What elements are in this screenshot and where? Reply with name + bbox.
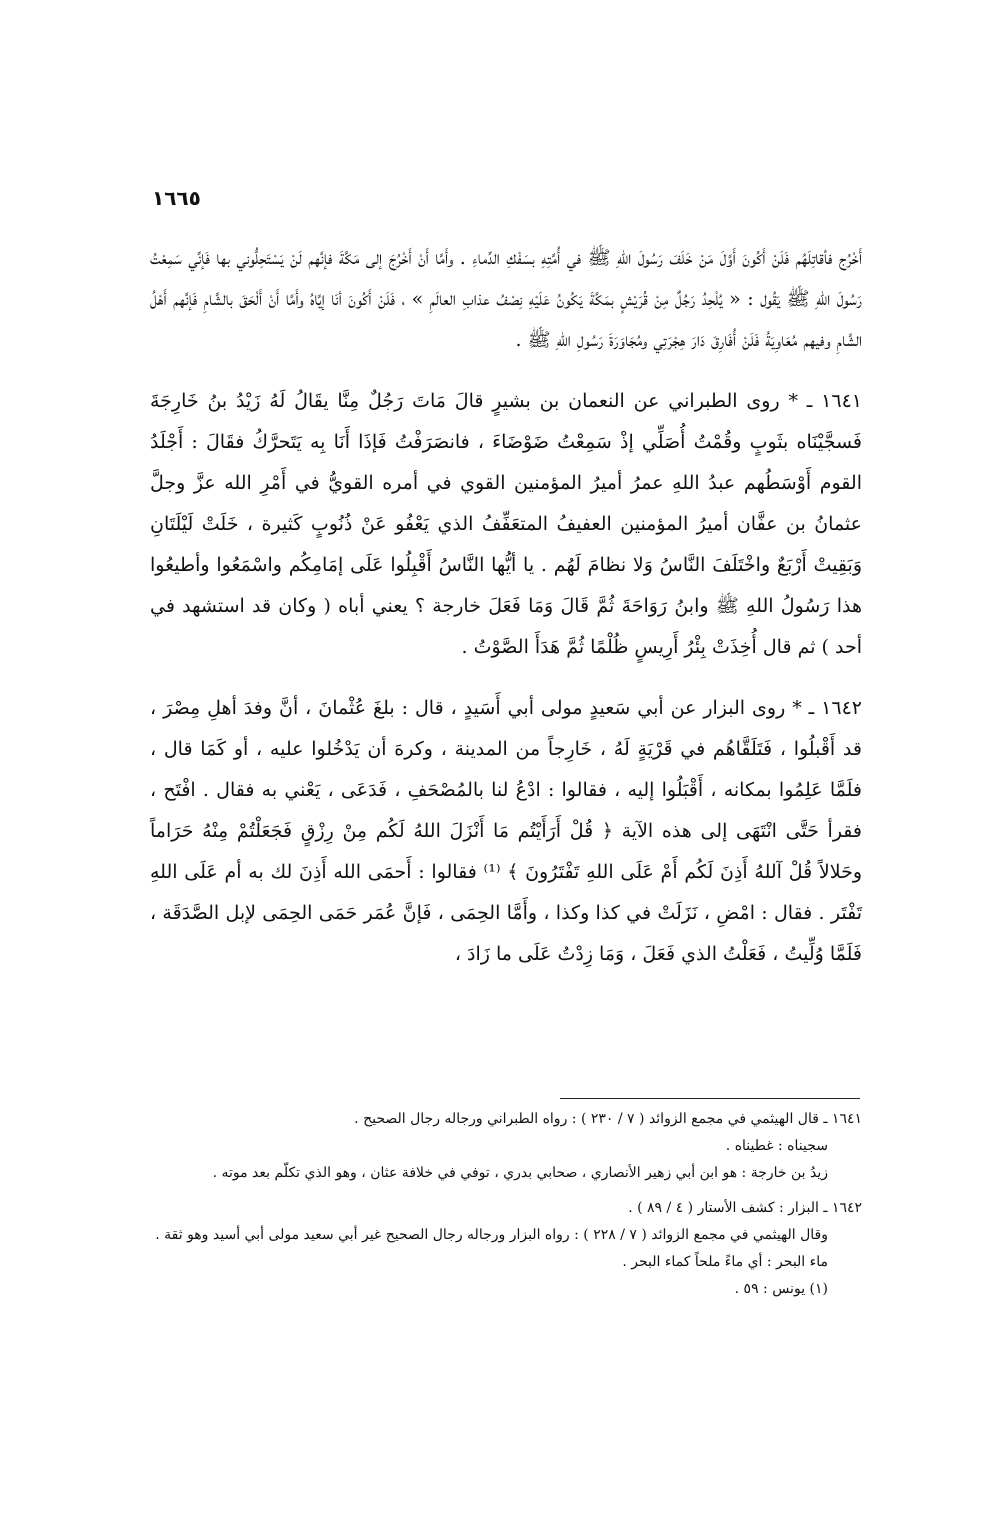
footnote-separator [560, 1098, 860, 1099]
paragraph-hadith-1641: ١٦٤١ ـ * روى الطبراني عن النعمان بن بشيرٍ قالَ مَاتَ رَجُلٌ مِنَّا يقَالُ لَهُ زَيْدُ بنُ خَارِجَةَ فَسجَّيْنَاه بثَوبٍ وقُمْتُ أُصَلِّي إذْ سَمِعْتُ ضَوْضَاءَ ، فانصَرَفْتُ فَإذَا أَنَا بِه يَتَحرَّكُ فقَالَ : أَجْلَدُ القوم أَوْسَطُهم عبدُ اللهِ عمرُ أميرُ المؤمنين القوي في أمره القويُّ في أَمْرِ الله عزَّ وجلَّ عثمانُ بن عفَّان أميرُ المؤمنين العفيفُ المتعَفِّفُ الذي يَعْفُو عَنْ ذُنُوبٍ كَثيرة ، خَلَتْ لَيْلَتَانِ وَبَقِيتْ أَرْبَعٌ واخْتَلَفَ النَّاسُ وَلا نظامَ لَهُم . يا أيُّها النَّاسُ أَقْبِلُوا عَلَى إمَامِكُم واسْمَعُوا وأطيعُوا هذا رَسُولُ اللهِ ﷺ وابنُ رَوَاحَةَ ثُمَّ قَالَ وَمَا فَعَلَ خارجة ؟ يعني أباه ( وكان قد استشهد في أحد ) ثم قال أُخِذَتْ بِئْرُ أَرِيسٍ ظُلْمًا ثُمَّ هَدَأَ الصَّوْتُ . [150, 390, 862, 658]
page-number: ١٦٦٥ [152, 186, 201, 210]
paragraph-hadith-1642: ١٦٤٢ ـ * روى البزار عن أبي سَعيدٍ مولى أبي أَسَيدٍ ، قال : بلغَ عُثْمانَ ، أنَّ وفدَ أهلِ مِصْرَ ، قد أَقْبلُوا ، فَتَلَقَّاهُم في قَرْيَةٍ لَهُ ، خَارِجاً من المدينة ، وكرهَ أن يَدْخُلوا عليه ، أو كَمَا قال ، فلَمَّا عَلِمُوا بمكانه ، أَقْبَلُوا إليه ، فقالوا : ادْعُ لنا بالمُصْحَفِ ، فَدَعَى ، يَعْني به فقال . افْتَح ، فقرأ حَتَّى انْتَهَى إلى هذه الآية ﴿ قُلْ أَرَأَيْتُم مَا أَنْزَلَ اللهُ لَكُم مِنْ رِزْقٍ فَجَعَلْتُمْ مِنْهُ حَرَاماً وحَلالاً قُلْ آللهُ أَذِنَ لَكُم أَمْ عَلَى اللهِ تَفْتَرُونَ ﴾ ⁽¹⁾ فقالوا : أَحمَى الله أَذِنَ لك به أم عَلَى اللهِ تَفْتَر . فقال : امْضِ ، نَزَلَتْ في كذا وكذا ، وأَمَّا الحِمَى ، فَإنَّ عُمَر حَمَى الحِمَى لإبل الصَّدَقَة ، فَلَمَّا وُلِّيتُ ، فَعَلْتُ الذي فَعَلَ ، وَمَا زِدْتُ عَلَى ما زَادَ ، [150, 697, 862, 965]
main-text [150, 238, 862, 975]
footnote-1641-source: ١٦٤١ ـ قال الهيثمي في مجمع الزوائد ( ٧ / ٢٣٠ ) : رواه الطبراني ورجاله رجال الصحيح . [354, 1111, 862, 1127]
footnotes [150, 1106, 862, 1303]
paragraph-continuation: أَخْرُج فأقاتِلَهُم فَلَنْ أَكُونَ أَوَّلَ مَنْ خَلَفَ رَسُولَ اللهِ ﷺ في أُمَّتِهِ بسَفْكِ الدِّماءِ . وأَمَّا أَنْ أَخْرُجَ إلى مَكَّةَ فإنَّهم لَنْ يَسْتَحِلُّوني بها فَإنِّي سَمِعْتُ رَسُولَ اللهِ ﷺ يَقُول : « يُلْحِدُ رَجُلٌ مِنْ قُرَيْشٍ بمَكَّةَ يَكُونُ عَلَيْهِ نِصْفُ عذابِ العالَمِ » ، فَلَنْ أَكُونَ أنَا إيَّاهُ وأَمَّا أَنْ أَلْحَقَ بالشَّامِ فَإنَّهم أَهْلُ الشَّامِ وفيهم مُعَاوِيَةُ فَلَنْ أُفَارِقَ دَارَ هِجْرَتِي ومُجَاوَرَةَ رَسُولِ اللهِ ﷺ . [150, 247, 862, 351]
footnote-1641-note: زيدُ بن خارجة : هو ابن أبي زهير الأنصاري ، صحابي بدري ، توفي في خلافة عثان ، وهو الذي تكلّم بعد موته . [212, 1165, 828, 1181]
footnote-1641-gloss: سجيناه : غطيناه . [725, 1138, 828, 1154]
footnote-1642-source: ١٦٤٢ ـ البزار : كشف الأستار ( ٤ / ٨٩ ) . [628, 1200, 862, 1216]
footnote-1642-gloss: ماء البحر : أي ماءً ملحاً كماء البحر . [622, 1254, 828, 1270]
footnote-quran-ref: (١) يونس : ٥٩ . [734, 1281, 828, 1297]
footnote-1642-grading: وقال الهيثمي في مجمع الزوائد ( ٧ / ٢٢٨ ) : رواه البزار ورجاله رجال الصحيح غير أبي سعيد مولى أبي أسيد وهو ثقة . [155, 1227, 828, 1243]
